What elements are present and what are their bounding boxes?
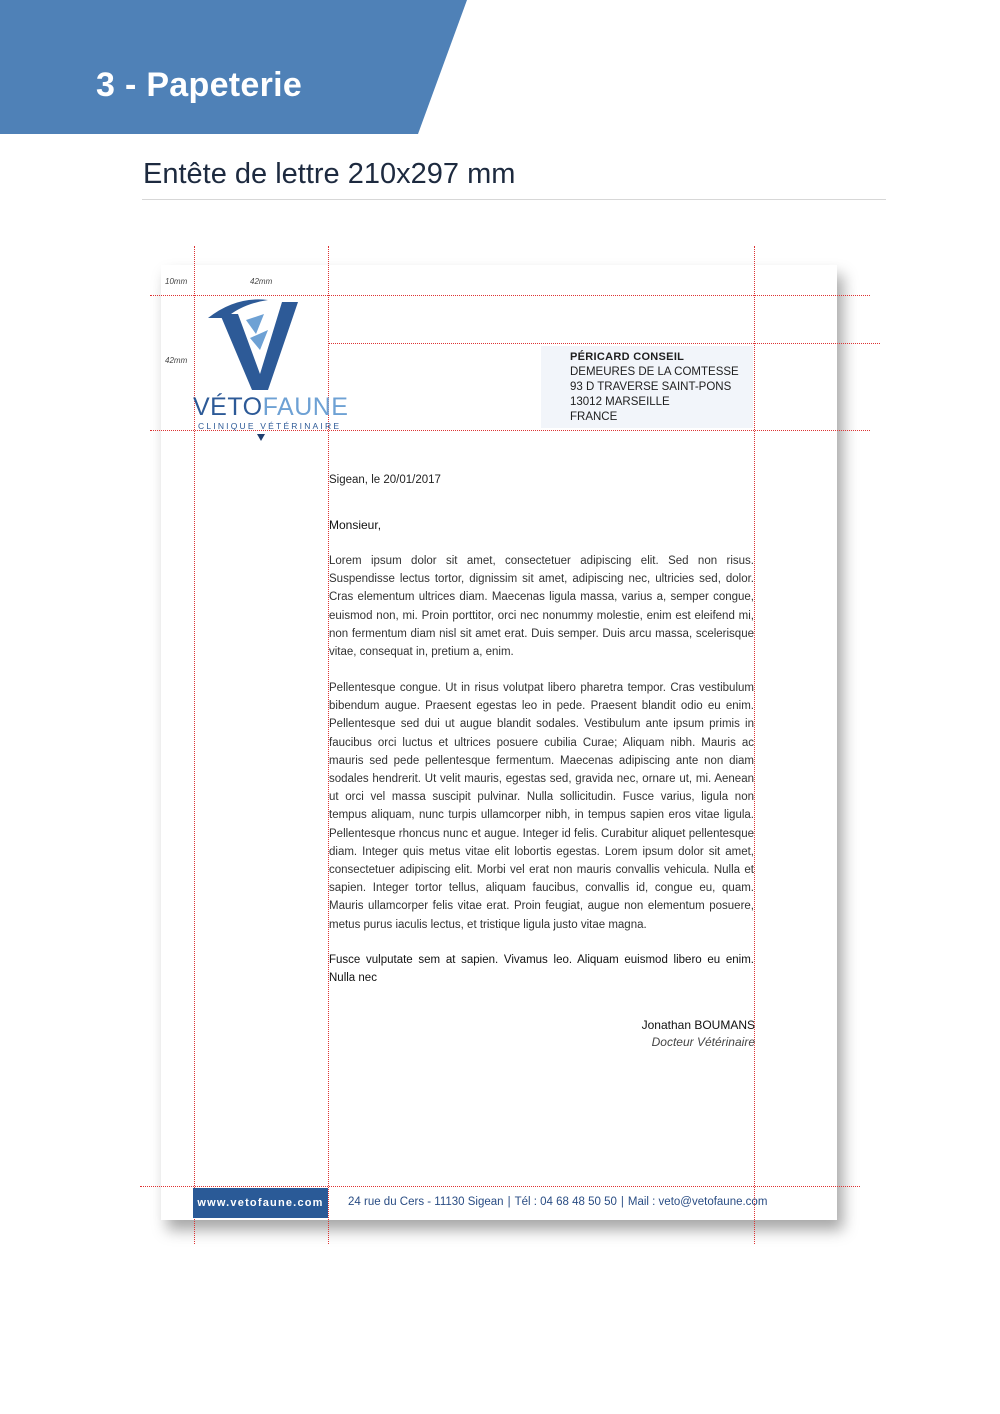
footer-separator: | xyxy=(507,1196,511,1208)
letter-paragraph-3: Fusce vulputate sem at sapien. Vivamus leo. Aliquam euismod libero eu enim. Nulla nec xyxy=(329,954,754,985)
logo-marker-icon xyxy=(257,434,265,441)
guide-line-footer xyxy=(140,1186,860,1187)
footer-phone: Tél : 04 68 48 50 50 xyxy=(514,1196,617,1208)
recipient-line: 93 D TRAVERSE SAINT-PONS xyxy=(570,381,732,393)
footer-email-link[interactable]: Mail : veto@vetofaune.com xyxy=(627,1196,768,1208)
dimension-label-height: 42mm xyxy=(165,356,188,365)
signature-name: Jonathan BOUMANS xyxy=(641,1018,755,1032)
signature-title: Docteur Vétérinaire xyxy=(651,1035,755,1049)
section-title: 3 - Papeterie xyxy=(96,66,303,104)
footer-separator: | xyxy=(620,1196,624,1208)
vetofaune-logo-mark xyxy=(206,294,298,392)
logo-name-part1: VÉTO xyxy=(193,393,263,421)
logo-name-part2: FAUNE xyxy=(262,393,349,421)
recipient-line: 13012 MARSEILLE xyxy=(570,396,670,408)
logo-tagline: CLINIQUE VÉTÉRINAIRE xyxy=(198,421,342,431)
recipient-line: FRANCE xyxy=(570,411,618,423)
recipient-line: PÉRICARD CONSEIL xyxy=(570,351,685,363)
letter-date: Sigean, le 20/01/2017 xyxy=(329,474,441,486)
letter-paragraph-1: Lorem ipsum dolor sit amet, consectetuer adipiscing elit. Sed non risus. Suspendisse lectus tortor, dignissim sit amet, adipiscing nec, ultricies sed, dolor. Cras elementum ultrices diam. Maecenas ligula massa, varius a, semper congue, euismod non, mi. Proin porttitor, orci nec nonummy molestie, enim est eleifend mi, non fermentum diam nisl sit amet erat. Duis semper. Duis arcu massa, scelerisque vitae, consequat in, pretium a, enim. xyxy=(329,555,754,659)
dimension-label-top: 10mm xyxy=(165,277,188,286)
letter-salutation: Monsieur, xyxy=(329,518,382,532)
logo-wordmark xyxy=(193,393,348,421)
footer-website-link[interactable]: www.vetofaune.com xyxy=(193,1188,328,1218)
guide-line-address xyxy=(328,343,880,344)
letter-paragraph-2: Pellentesque congue. Ut in risus volutpat libero pharetra tempor. Cras vestibulum bibendum augue. Praesent egestas leo in pede. Praesent blandit odio eu enim. Pellentesque sed dui ut augue blandit sodales. Vestibulum ante ipsum primis in faucibus orci luctus et ultrices posuere cubilia Curae; Aliquam nibh. Mauris ac mauris sed pede pellentesque fermentum. Maecenas adipiscing ante non diam sodales hendrerit. Ut velit mauris, egestas sed, gravida nec, ornare ut, mi. Aenean ut orci vel massa suscipit pulvinar. Nulla sollicitudin. Fusce varius, ligula non tempus aliquam, nunc turpis ullamcorper nibh, in tempus sapien eros vitae ligula. Pellentesque rhoncus nunc et augue. Integer id felis. Curabitur aliquet pellentesque diam. Integer quis metus vitae elit lobortis egestas. Lorem ipsum dolor sit amet, consectetuer adipiscing elit. Morbi vel erat non mauris convallis vehicula. Nulla et sapien. Integer tortor tellus, aliquam faucibus, convallis id, congue eu, quam. Mauris ullamcorper felis vitae erat. Proin feugiat, augue non elementum posuere, metus purus iaculis lectus, et tristique ligula justo vitae magna. xyxy=(329,682,754,931)
page-subtitle: Entête de lettre 210x297 mm xyxy=(143,158,516,190)
footer-contact-info xyxy=(348,1196,768,1208)
recipient-line: DEMEURES DE LA COMTESSE xyxy=(570,366,739,378)
guide-line-right xyxy=(754,246,755,1244)
dimension-label-width: 42mm xyxy=(250,277,273,286)
footer-address: 24 rue du Cers - 11130 Sigean xyxy=(348,1196,504,1208)
subtitle-divider xyxy=(142,199,886,200)
